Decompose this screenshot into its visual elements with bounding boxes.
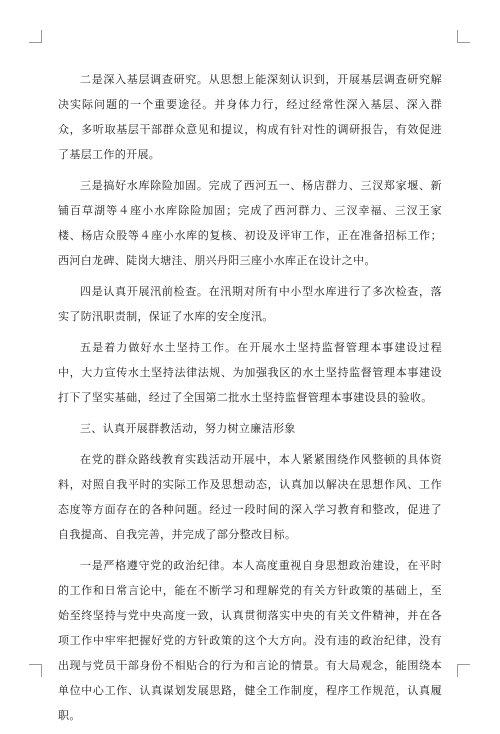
document-body (58, 67, 442, 734)
paragraph-2: 三是搞好水库除险加固。完成了西河五一、杨店群力、三汊郑家堰、新铺百草湖等４座小水库除险加固；完成了西河群力、三汊幸福、三汊王家楼、杨店众股等４座小水库的复核、初设及评审工作，正在准备招标工作；西河白龙碑、陡岗大塘洼、朋兴丹阳三座小水库正在设计之中。 (58, 179, 442, 267)
paragraph-3: 四是认真开展汛前检查。在汛期对所有中小型水库进行了多次检查，落实了防汛职责制，保证了水库的安全度汛。 (58, 285, 442, 323)
paragraph-7: 一是严格遵守党的政治纪律。本人高度重视自身思想政治建设，在平时的工作和日常言论中，能在不断学习和理解党的有关方针政策的基础上，至始至终坚持与党中央高度一致，认真贯彻落实中央的有关文件精神，并在各项工作中牢牢把握好党的方针政策的这个大方向。没有违的政治纪律，没有出现与党员干部身份不相贴合的行为和言论的情景。有大局观念，能围绕本单位中心工作、认真谋划发展思路，健全工作制度，程序工作规范，认真履职。 (58, 559, 442, 722)
paragraph-6: 在党的群众路线教育实践活动开展中，本人紧紧围绕作风整顿的具体资料，对照自我平时的实际工作及思想动态，认真加以解决在思想作风、工作态度等方面存在的各种问题。经过一段时间的深入学习教育和整改，促进了自我提高、自我完善，并完成了部分整改目标。 (58, 453, 442, 541)
crop-mark-top-left (29, 30, 42, 43)
paragraph-1: 二是深入基层调查研究。从思想上能深刻认识到，开展基层调查研究解决实际问题的一个重要途径。并身体力行，经过经常性深入基层、深入群众，多听取基层干部群众意见和提议，构成有针对性的调研报告，有效促进了基层工作的开展。 (58, 73, 442, 161)
crop-mark-bottom-right (457, 664, 470, 677)
section-heading: 三、认真开展群教活动，努力树立廉洁形象 (80, 422, 296, 435)
paragraph-4: 五是着力做好水土坚持工作。在开展水土坚持监督管理本事建设过程中，大力宣传水土坚持法律法规、为加强我区的水土坚持监督管理本事建设打下了坚实基础，经过了全国第二批水土坚持监督管理本事建设县的验收。 (58, 341, 442, 404)
crop-mark-bottom-left (29, 664, 42, 677)
crop-mark-top-right (457, 30, 470, 43)
